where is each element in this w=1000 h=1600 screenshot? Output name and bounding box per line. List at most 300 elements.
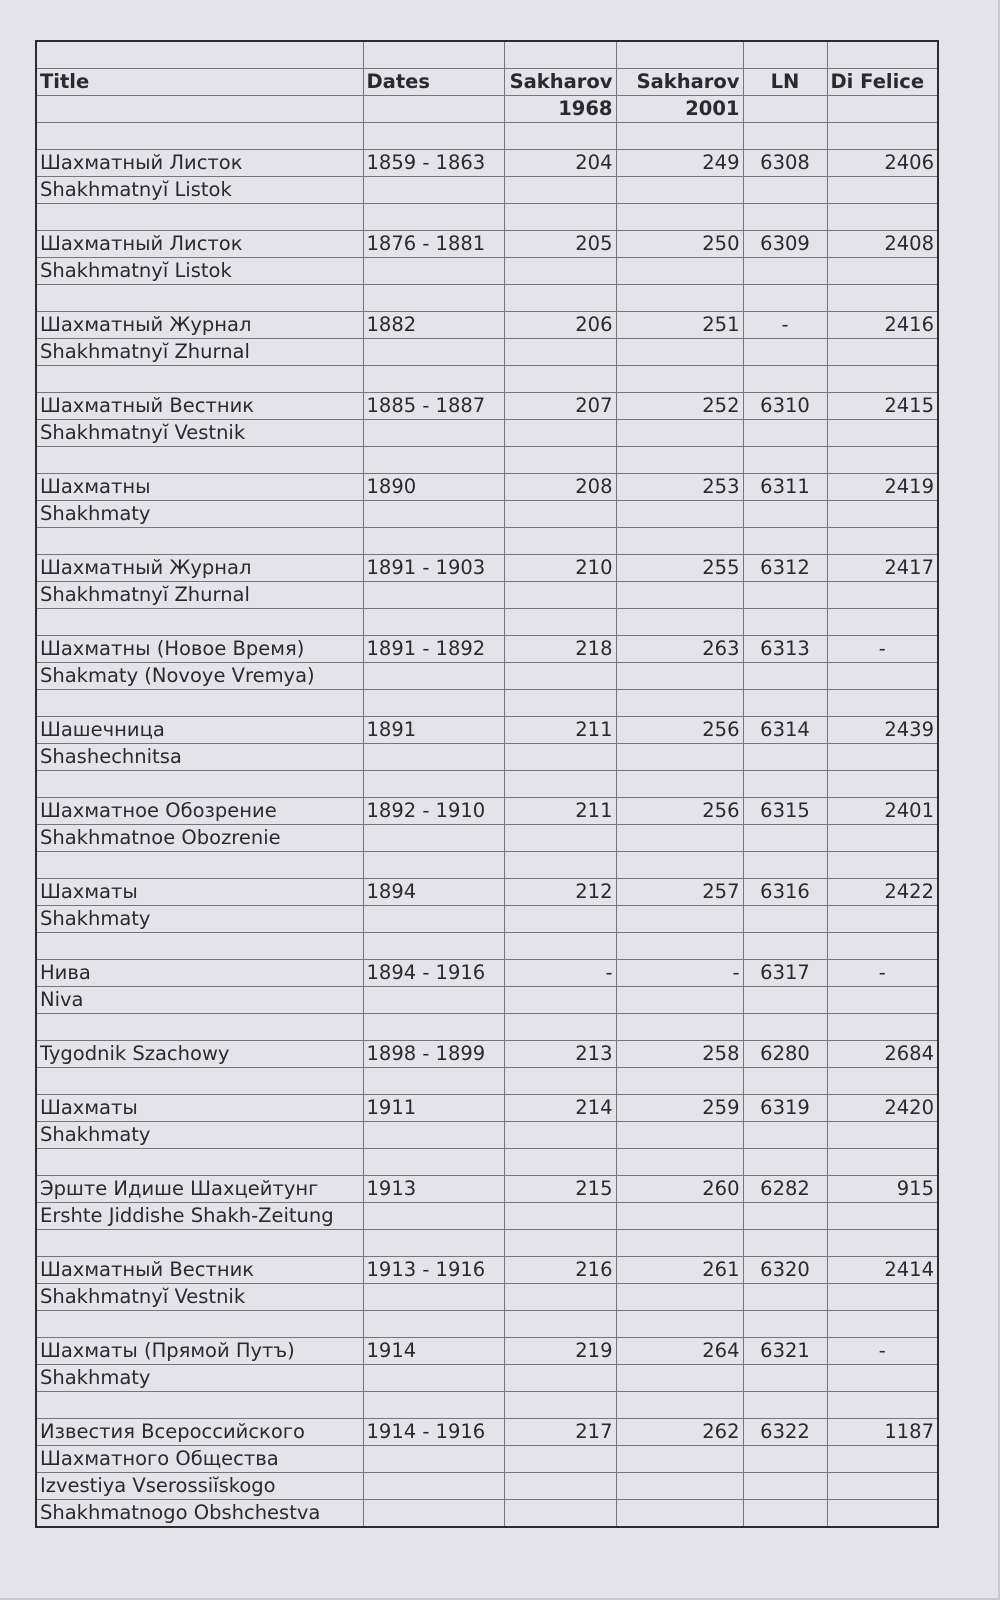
table-row-continuation <box>36 420 938 447</box>
title-cyrillic: Шашечница <box>36 717 363 744</box>
sakharov-2001-cell: 257 <box>616 879 743 906</box>
empty-cell <box>616 1446 743 1473</box>
title-cyrillic: Шахматы (Прямой Путъ) <box>36 1338 363 1365</box>
empty-cell <box>616 906 743 933</box>
table-row <box>36 960 938 987</box>
di-felice-cell: 2439 <box>827 717 938 744</box>
empty-cell <box>743 609 827 636</box>
empty-cell <box>827 1473 938 1500</box>
spacer-row <box>36 285 938 312</box>
dates-cell: 1913 <box>363 1176 504 1203</box>
empty-cell <box>36 852 363 879</box>
empty-cell <box>827 1122 938 1149</box>
empty-cell <box>616 690 743 717</box>
di-felice-cell: 1187 <box>827 1419 938 1446</box>
empty-cell <box>616 1068 743 1095</box>
ln-cell: 6314 <box>743 717 827 744</box>
empty-cell <box>616 1230 743 1257</box>
empty-cell <box>743 1203 827 1230</box>
sakharov-1968-cell: 208 <box>504 474 616 501</box>
header-dates: Dates <box>363 69 504 96</box>
empty-cell <box>827 447 938 474</box>
table-row-continuation <box>36 663 938 690</box>
di-felice-cell: 2416 <box>827 312 938 339</box>
spacer-row <box>36 1014 938 1041</box>
empty-cell <box>363 1068 504 1095</box>
empty-cell <box>36 690 363 717</box>
empty-cell <box>363 663 504 690</box>
di-felice-cell: 2408 <box>827 231 938 258</box>
empty-cell <box>743 906 827 933</box>
empty-cell <box>827 906 938 933</box>
header-row <box>36 69 938 96</box>
empty-cell <box>616 177 743 204</box>
empty-cell <box>827 1392 938 1419</box>
empty-cell <box>504 987 616 1014</box>
empty-cell <box>363 285 504 312</box>
table-row <box>36 717 938 744</box>
empty-cell <box>504 447 616 474</box>
sakharov-2001-cell: 264 <box>616 1338 743 1365</box>
title-cyrillic: Шахматный Листок <box>36 231 363 258</box>
empty-cell <box>363 204 504 231</box>
empty-cell <box>363 771 504 798</box>
empty-cell <box>504 1230 616 1257</box>
empty-cell <box>743 528 827 555</box>
empty-cell <box>827 204 938 231</box>
table-body <box>36 41 938 1527</box>
di-felice-cell: 2406 <box>827 150 938 177</box>
spacer-row <box>36 771 938 798</box>
spacer-row <box>36 123 938 150</box>
empty-cell <box>827 987 938 1014</box>
empty-cell <box>827 852 938 879</box>
empty-cell <box>504 177 616 204</box>
ln-cell: 6280 <box>743 1041 827 1068</box>
sakharov-1968-cell: 217 <box>504 1419 616 1446</box>
sakharov-1968-cell: 210 <box>504 555 616 582</box>
title-transliterated: Shakhmatnoe Obozrenie <box>36 825 363 852</box>
table-row-continuation <box>36 1500 938 1528</box>
ln-cell: - <box>743 312 827 339</box>
dates-cell: 1876 - 1881 <box>363 231 504 258</box>
title-transliterated: Ershte Jiddishe Shakh-Zeitung <box>36 1203 363 1230</box>
spacer-row <box>36 1311 938 1338</box>
empty-cell <box>616 663 743 690</box>
empty-cell <box>827 1311 938 1338</box>
header-di-felice: Di Felice <box>827 69 938 96</box>
title-transliterated: Shakhmatnyĭ Zhurnal <box>36 339 363 366</box>
empty-cell <box>827 339 938 366</box>
empty-cell <box>743 1392 827 1419</box>
empty-cell <box>504 906 616 933</box>
dates-cell: 1911 <box>363 1095 504 1122</box>
empty-cell <box>36 1311 363 1338</box>
empty-cell <box>363 528 504 555</box>
table-row <box>36 1419 938 1446</box>
empty-cell <box>363 1446 504 1473</box>
empty-cell <box>504 1068 616 1095</box>
empty-cell <box>743 285 827 312</box>
empty-cell <box>504 852 616 879</box>
empty-cell <box>504 933 616 960</box>
sakharov-1968-cell: 215 <box>504 1176 616 1203</box>
dates-cell: 1885 - 1887 <box>363 393 504 420</box>
dates-cell: 1894 - 1916 <box>363 960 504 987</box>
di-felice-cell: - <box>827 636 938 663</box>
title-transliterated: Shakhmaty <box>36 906 363 933</box>
ln-cell: 6308 <box>743 150 827 177</box>
empty-cell <box>363 1203 504 1230</box>
table-row <box>36 393 938 420</box>
empty-cell <box>36 1392 363 1419</box>
empty-cell <box>616 825 743 852</box>
sakharov-1968-cell: 206 <box>504 312 616 339</box>
title-transliterated: Shakhmatnyĭ Zhurnal <box>36 582 363 609</box>
empty-cell <box>743 420 827 447</box>
empty-cell <box>504 582 616 609</box>
empty-cell <box>743 258 827 285</box>
title-cyrillic: Шахматны <box>36 474 363 501</box>
empty-cell <box>363 1149 504 1176</box>
empty-cell <box>504 1149 616 1176</box>
table-row-continuation <box>36 1473 938 1500</box>
empty-cell <box>616 582 743 609</box>
empty-cell <box>827 1149 938 1176</box>
empty-cell <box>743 690 827 717</box>
empty-cell <box>616 609 743 636</box>
dates-cell: 1913 - 1916 <box>363 1257 504 1284</box>
empty-cell <box>616 258 743 285</box>
title-cyrillic: Шахматный Журнал <box>36 555 363 582</box>
empty-cell <box>616 933 743 960</box>
empty-cell <box>36 285 363 312</box>
table-row-continuation <box>36 1365 938 1392</box>
title-cyrillic-cont: Шахматного Общества <box>36 1446 363 1473</box>
ln-cell: 6321 <box>743 1338 827 1365</box>
empty-cell <box>616 1014 743 1041</box>
spacer-row <box>36 609 938 636</box>
empty-cell <box>363 177 504 204</box>
empty-cell <box>504 1122 616 1149</box>
empty-cell <box>827 1500 938 1528</box>
table-row-continuation <box>36 1284 938 1311</box>
ln-cell: 6313 <box>743 636 827 663</box>
empty-cell <box>616 1365 743 1392</box>
sakharov-1968-cell: 205 <box>504 231 616 258</box>
table-row-continuation <box>36 744 938 771</box>
empty-cell <box>363 366 504 393</box>
empty-cell <box>827 366 938 393</box>
empty-cell <box>363 1014 504 1041</box>
empty-cell <box>743 933 827 960</box>
sakharov-1968-cell: 207 <box>504 393 616 420</box>
empty-cell <box>363 825 504 852</box>
table-row-continuation <box>36 177 938 204</box>
sakharov-1968-cell: 212 <box>504 879 616 906</box>
empty-cell <box>36 1230 363 1257</box>
empty-cell <box>743 1473 827 1500</box>
empty-cell <box>743 852 827 879</box>
title-transliterated: Izvestiya Vserossiĭskogo <box>36 1473 363 1500</box>
empty-cell <box>616 852 743 879</box>
dates-cell: 1882 <box>363 312 504 339</box>
table-row <box>36 312 938 339</box>
empty-cell <box>363 1500 504 1528</box>
title-cyrillic: Шахматный Листок <box>36 150 363 177</box>
title-transliterated: Shakhmatnyĭ Listok <box>36 258 363 285</box>
empty-cell <box>36 204 363 231</box>
empty-cell <box>363 420 504 447</box>
sakharov-2001-cell: 261 <box>616 1257 743 1284</box>
spacer-row <box>36 447 938 474</box>
empty-cell <box>504 1014 616 1041</box>
title-cyrillic: Шахматны (Новое Время) <box>36 636 363 663</box>
empty-cell <box>36 771 363 798</box>
empty-cell <box>504 1473 616 1500</box>
empty-cell <box>504 1500 616 1528</box>
ln-cell: 6311 <box>743 474 827 501</box>
empty-cell <box>827 1014 938 1041</box>
table-row-continuation <box>36 582 938 609</box>
ln-cell: 6316 <box>743 879 827 906</box>
sakharov-2001-cell: 258 <box>616 1041 743 1068</box>
empty-cell <box>616 744 743 771</box>
empty-cell <box>827 1230 938 1257</box>
dates-cell: 1891 <box>363 717 504 744</box>
title-cyrillic: Шахматы <box>36 1095 363 1122</box>
di-felice-cell: 2422 <box>827 879 938 906</box>
table-row <box>36 1176 938 1203</box>
empty-cell <box>504 825 616 852</box>
spacer-row <box>36 1149 938 1176</box>
empty-cell <box>743 663 827 690</box>
di-felice-cell: 2401 <box>827 798 938 825</box>
table-row <box>36 1257 938 1284</box>
spacer-row <box>36 204 938 231</box>
empty-cell <box>616 366 743 393</box>
table-row <box>36 1095 938 1122</box>
empty-cell <box>743 744 827 771</box>
empty-cell <box>363 582 504 609</box>
empty-cell <box>827 1068 938 1095</box>
empty-cell <box>743 177 827 204</box>
sakharov-2001-cell: - <box>616 960 743 987</box>
empty-cell <box>616 987 743 1014</box>
empty-cell <box>36 609 363 636</box>
empty-cell <box>616 1149 743 1176</box>
sakharov-2001-cell: 255 <box>616 555 743 582</box>
dates-cell: 1859 - 1863 <box>363 150 504 177</box>
di-felice-cell: 2420 <box>827 1095 938 1122</box>
empty-cell <box>827 1365 938 1392</box>
dates-cell: 1914 - 1916 <box>363 1419 504 1446</box>
title-cyrillic: Известия Всероссийского <box>36 1419 363 1446</box>
empty-cell <box>36 1068 363 1095</box>
di-felice-cell: - <box>827 960 938 987</box>
empty-cell <box>743 1014 827 1041</box>
empty-cell <box>743 339 827 366</box>
di-felice-cell: 2419 <box>827 474 938 501</box>
table-row <box>36 879 938 906</box>
sakharov-2001-cell: 262 <box>616 1419 743 1446</box>
empty-cell <box>504 690 616 717</box>
ln-cell: 6282 <box>743 1176 827 1203</box>
empty-cell <box>743 1446 827 1473</box>
table-row <box>36 150 938 177</box>
empty-cell <box>743 582 827 609</box>
table-row <box>36 798 938 825</box>
empty-cell <box>616 447 743 474</box>
empty-cell <box>827 501 938 528</box>
spacer-row <box>36 366 938 393</box>
title-transliterated: Shashechnitsa <box>36 744 363 771</box>
empty-cell <box>504 1284 616 1311</box>
dates-cell: 1891 - 1903 <box>363 555 504 582</box>
table-row <box>36 231 938 258</box>
table-row-continuation <box>36 1122 938 1149</box>
sakharov-2001-cell: 251 <box>616 312 743 339</box>
empty-cell <box>504 771 616 798</box>
empty-cell <box>616 204 743 231</box>
empty-cell <box>827 582 938 609</box>
empty-cell <box>743 1284 827 1311</box>
sakharov-2001-cell: 250 <box>616 231 743 258</box>
empty-cell <box>363 1311 504 1338</box>
empty-cell <box>36 933 363 960</box>
empty-cell <box>827 825 938 852</box>
table-row-continuation <box>36 825 938 852</box>
empty-cell <box>36 1014 363 1041</box>
di-felice-cell: 2417 <box>827 555 938 582</box>
empty-cell <box>504 609 616 636</box>
empty-cell <box>827 1284 938 1311</box>
empty-cell <box>616 1203 743 1230</box>
title-transliterated: Shakhmaty <box>36 1365 363 1392</box>
empty-cell <box>827 933 938 960</box>
empty-cell <box>827 609 938 636</box>
empty-cell <box>504 501 616 528</box>
title-transliterated: Shakhmaty <box>36 501 363 528</box>
empty-cell <box>616 1500 743 1528</box>
table-row-continuation <box>36 501 938 528</box>
title-transliterated: Shakmaty (Novoye Vremya) <box>36 663 363 690</box>
table-row-continuation <box>36 258 938 285</box>
empty-cell <box>363 1365 504 1392</box>
sakharov-2001-cell: 249 <box>616 150 743 177</box>
table-row-continuation <box>36 1203 938 1230</box>
empty-cell <box>616 420 743 447</box>
title-cyrillic: Шахматный Журнал <box>36 312 363 339</box>
title-cyrillic: Шахматный Вестник <box>36 393 363 420</box>
header-sakharov-2001: Sakharov <box>616 69 743 96</box>
sakharov-1968-cell: 211 <box>504 717 616 744</box>
empty-cell <box>504 339 616 366</box>
ln-cell: 6322 <box>743 1419 827 1446</box>
empty-cell <box>616 1473 743 1500</box>
empty-cell <box>616 339 743 366</box>
empty-cell <box>504 258 616 285</box>
ln-cell: 6310 <box>743 393 827 420</box>
periodicals-table <box>35 40 939 1528</box>
sakharov-2001-cell: 252 <box>616 393 743 420</box>
di-felice-cell: 2414 <box>827 1257 938 1284</box>
dates-cell: 1914 <box>363 1338 504 1365</box>
empty-cell <box>743 366 827 393</box>
di-felice-cell: - <box>827 1338 938 1365</box>
empty-cell <box>36 366 363 393</box>
title-cyrillic: Нива <box>36 960 363 987</box>
empty-cell <box>743 501 827 528</box>
empty-cell <box>616 1122 743 1149</box>
table-row <box>36 636 938 663</box>
empty-cell <box>504 1203 616 1230</box>
sakharov-1968-cell: 213 <box>504 1041 616 1068</box>
empty-cell <box>827 1446 938 1473</box>
empty-cell <box>504 1392 616 1419</box>
sakharov-2001-cell: 253 <box>616 474 743 501</box>
empty-cell <box>743 447 827 474</box>
empty-cell <box>616 501 743 528</box>
empty-cell <box>616 771 743 798</box>
empty-cell <box>363 447 504 474</box>
spacer-row <box>36 933 938 960</box>
empty-cell <box>827 1203 938 1230</box>
empty-cell <box>363 1392 504 1419</box>
sakharov-1968-cell: 218 <box>504 636 616 663</box>
title-transliterated: Niva <box>36 987 363 1014</box>
sakharov-2001-cell: 260 <box>616 1176 743 1203</box>
table-row <box>36 555 938 582</box>
di-felice-cell: 915 <box>827 1176 938 1203</box>
sakharov-2001-cell: 259 <box>616 1095 743 1122</box>
header-ln: LN <box>743 69 827 96</box>
ln-cell: 6309 <box>743 231 827 258</box>
empty-cell <box>743 1068 827 1095</box>
empty-cell <box>743 1149 827 1176</box>
title-cyrillic: Шахматное Обозрение <box>36 798 363 825</box>
empty-cell <box>504 528 616 555</box>
title-transliterated: Shakhmatnyĭ Listok <box>36 177 363 204</box>
empty-cell <box>827 744 938 771</box>
spacer-row <box>36 41 938 69</box>
header-row-2 <box>36 96 938 123</box>
header-title: Title <box>36 69 363 96</box>
table-row <box>36 1041 938 1068</box>
spacer-row <box>36 1392 938 1419</box>
empty-cell <box>827 420 938 447</box>
empty-cell <box>616 1311 743 1338</box>
empty-cell <box>504 663 616 690</box>
title-cyrillic: Шахматный Вестник <box>36 1257 363 1284</box>
empty-cell <box>743 1311 827 1338</box>
ln-cell: 6320 <box>743 1257 827 1284</box>
empty-cell <box>363 258 504 285</box>
empty-cell <box>827 177 938 204</box>
empty-cell <box>36 528 363 555</box>
ln-cell: 6312 <box>743 555 827 582</box>
sakharov-1968-cell: 211 <box>504 798 616 825</box>
table-row <box>36 1338 938 1365</box>
sakharov-1968-cell: 219 <box>504 1338 616 1365</box>
ln-cell: 6315 <box>743 798 827 825</box>
dates-cell: 1890 <box>363 474 504 501</box>
empty-cell <box>827 663 938 690</box>
empty-cell <box>827 528 938 555</box>
empty-cell <box>36 447 363 474</box>
sakharov-1968-cell: 216 <box>504 1257 616 1284</box>
empty-cell <box>827 771 938 798</box>
